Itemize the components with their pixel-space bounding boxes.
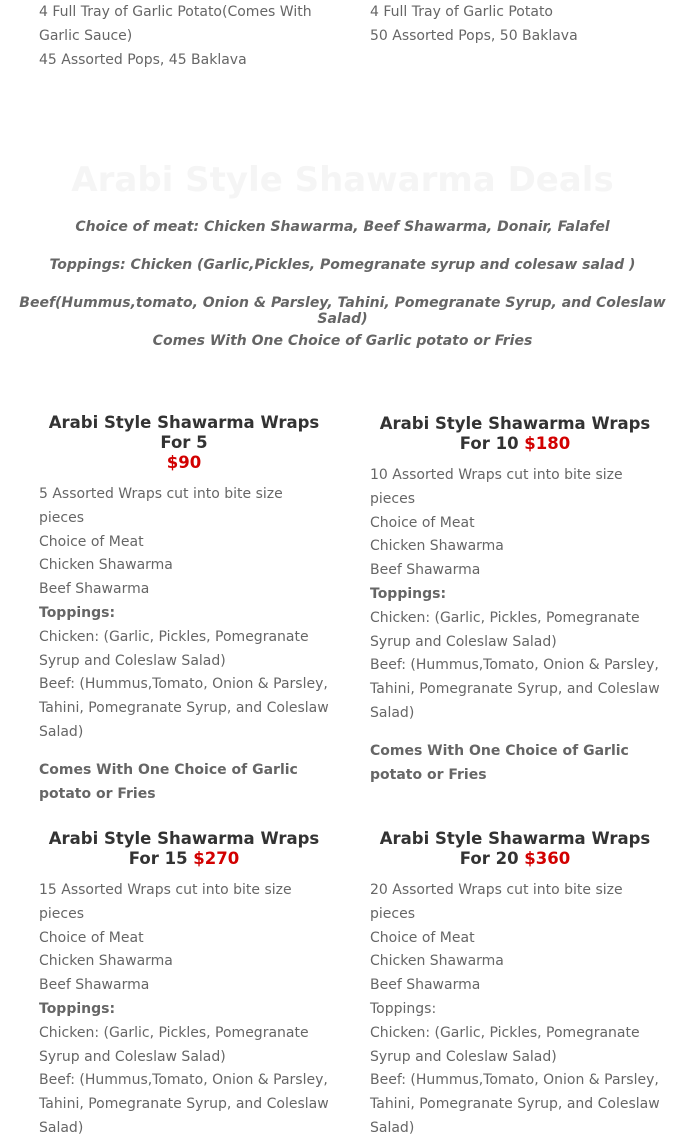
deal-card-20 (370, 829, 660, 1141)
info-toppings-chicken: Toppings: Chicken (Garlic,Pickles, Pomegranate syrup and colesaw salad ) (49, 257, 636, 273)
sides-note: Comes With One Choice of Garlic potato or Fries (39, 761, 298, 802)
deal-line: Choice of Meat (370, 514, 475, 531)
deal-line: Chicken Shawarma (39, 557, 173, 574)
deal-price: $360 (524, 849, 571, 868)
deal-line: Beef Shawarma (39, 977, 150, 994)
toppings-label: Toppings: (370, 585, 447, 602)
chicken-toppings: Chicken: (Garlic, Pickles, Pomegranate Syrup and Coleslaw Salad) (370, 609, 640, 650)
beef-toppings: Beef: (Hummus,Tomato, Onion & Parsley, Tahini, Pomegranate Syrup, and Coleslaw Salad) (370, 657, 660, 721)
deal-line: 5 Assorted Wraps cut into bite size pieces (39, 486, 283, 526)
deal-title (39, 829, 329, 869)
prev-deal-item: 45 Assorted Pops, 45 Baklava (39, 51, 247, 68)
deal-card-5 (39, 413, 329, 806)
deal-title-text: Arabi Style Shawarma Wraps For 10 (379, 414, 651, 453)
info-meat: Choice of meat: Chicken Shawarma, Beef Shawarma, Donair, Falafel (75, 219, 610, 235)
deal-title (370, 414, 660, 454)
deal-price: $180 (524, 434, 571, 453)
deal-card-15 (39, 829, 329, 1141)
deal-line: 20 Assorted Wraps cut into bite size pieces (370, 882, 623, 922)
deal-details (370, 464, 660, 787)
beef-toppings: Beef: (Hummus,Tomato, Onion & Parsley, Tahini, Pomegranate Syrup, and Coleslaw Salad) (370, 1072, 660, 1136)
deal-line: Choice of Meat (370, 929, 475, 946)
deal-title-text: Arabi Style Shawarma Wraps For 5 (48, 413, 320, 452)
deal-details (370, 879, 660, 1141)
info-toppings-beef: Beef(Hummus,tomato, Onion & Parsley, Tahini, Pomegranate Syrup, and Coleslaw Salad) (19, 295, 666, 327)
sides-note: Comes With One Choice of Garlic potato or Fries (370, 742, 629, 783)
beef-toppings: Beef: (Hummus,Tomato, Onion & Parsley, Tahini, Pomegranate Syrup, and Coleslaw Salad) (39, 1072, 329, 1136)
deal-title-text: Arabi Style Shawarma Wraps For 20 (379, 829, 651, 868)
deal-line: Chicken Shawarma (39, 953, 173, 970)
chicken-toppings: Chicken: (Garlic, Pickles, Pomegranate Syrup and Coleslaw Salad) (370, 1024, 640, 1065)
prev-deal-item: 4 Full Tray of Garlic Potato(Comes With Garlic Sauce) (39, 4, 312, 44)
prev-deal-item: 50 Assorted Pops, 50 Baklava (370, 27, 578, 44)
beef-toppings: Beef: (Hummus,Tomato, Onion & Parsley, Tahini, Pomegranate Syrup, and Coleslaw Salad) (39, 676, 329, 740)
prev-deal-left (39, 1, 329, 72)
prev-deal-item: 4 Full Tray of Garlic Potato (370, 4, 553, 20)
deal-title (39, 413, 329, 473)
deal-line: Choice of Meat (39, 533, 144, 550)
chicken-toppings: Chicken: (Garlic, Pickles, Pomegranate Syrup and Coleslaw Salad) (39, 628, 309, 669)
deal-details (39, 483, 329, 806)
deal-line: 10 Assorted Wraps cut into bite size pieces (370, 467, 623, 507)
deal-title-text: Arabi Style Shawarma Wraps For 15 (48, 829, 320, 868)
deal-card-10 (370, 414, 660, 787)
deal-line: Beef Shawarma (370, 977, 481, 994)
deal-line: 15 Assorted Wraps cut into bite size pieces (39, 882, 292, 922)
toppings-label: Toppings: (39, 604, 116, 621)
deal-line: Beef Shawarma (370, 562, 481, 579)
info-sides: Comes With One Choice of Garlic potato or Fries (152, 333, 533, 349)
deal-price: $270 (193, 849, 240, 868)
deal-line: Chicken Shawarma (370, 538, 504, 555)
deal-price: $90 (166, 453, 202, 472)
deal-line: Beef Shawarma (39, 581, 150, 598)
toppings-label: Toppings: (39, 1000, 116, 1017)
deal-title (370, 829, 660, 869)
deal-line: Chicken Shawarma (370, 953, 504, 970)
toppings-label: Toppings: (370, 1000, 437, 1017)
chicken-toppings: Chicken: (Garlic, Pickles, Pomegranate Syrup and Coleslaw Salad) (39, 1024, 309, 1065)
section-title: Arabi Style Shawarma Deals (71, 160, 614, 200)
deal-line: Choice of Meat (39, 929, 144, 946)
prev-deal-right (370, 1, 660, 49)
deal-details (39, 879, 329, 1141)
